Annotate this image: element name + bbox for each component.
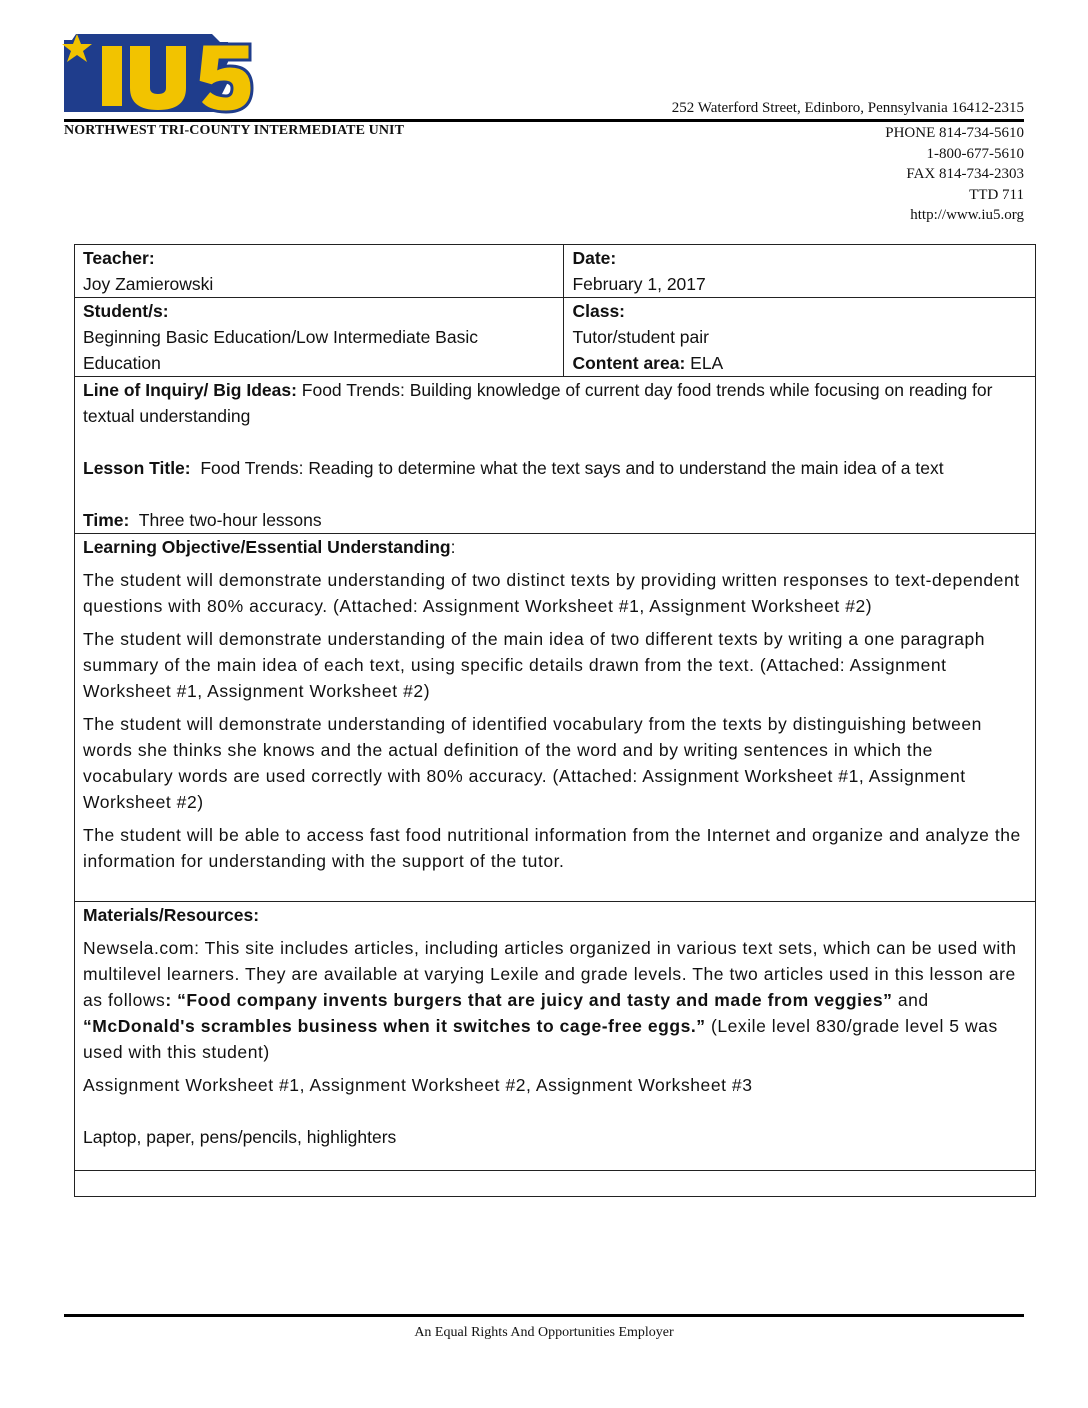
- worksheets-list: Assignment Worksheet #1, Assignment Worksheet #2, Assignment Worksheet #3: [83, 1075, 753, 1095]
- class-label: Class:: [572, 301, 626, 321]
- toll-free-number: 1-800-677-5610: [926, 145, 1024, 162]
- objectives-label: Learning Objective/Essential Understanding: [83, 537, 451, 557]
- article-1-title: : “Food company invents burgers that are juicy and tasty and made from veggies”: [165, 990, 893, 1010]
- content-area-line: [572, 350, 1027, 376]
- date-label: Date:: [572, 248, 617, 268]
- date-cell: [564, 245, 1036, 298]
- fax-number: FAX 814-734-2303: [906, 166, 1024, 182]
- teacher-cell: [75, 245, 564, 298]
- materials-row: [75, 902, 1036, 1171]
- empty-row: [75, 1171, 1036, 1197]
- students-value: Beginning Basic Education/Low Intermediate Basic Education: [83, 327, 478, 373]
- phone-number: PHONE 814-734-5610: [885, 125, 1024, 141]
- spacer: [83, 429, 1027, 455]
- inquiry-cell: [75, 377, 1036, 534]
- objectives-colon: :: [450, 537, 456, 557]
- time-text: Three two-hour lessons: [138, 510, 322, 530]
- date-value: February 1, 2017: [572, 274, 706, 294]
- website-link[interactable]: http://www.iu5.org: [910, 207, 1024, 223]
- objectives-row: [75, 534, 1036, 902]
- address-line: 252 Waterford Street, Edinboro, Pennsylvania 16412-2315: [671, 100, 1024, 116]
- logo-graphic: [62, 30, 254, 114]
- newsela-intro: Newsela.com: This site includes articles, including articles organized in various text sets, which can be used with multilevel learners. They are available at varying Lexile and grade levels. The two articles used in this lesson are as follows: [83, 938, 1017, 1010]
- line-of-inquiry: [83, 377, 1027, 429]
- content-area-value: ELA: [690, 353, 724, 373]
- teacher-label: Teacher:: [83, 248, 155, 268]
- teacher-date-row: [75, 245, 1036, 298]
- students-class-row: [75, 298, 1036, 377]
- students-cell: [75, 298, 564, 377]
- article-connector: and: [892, 990, 929, 1010]
- article-2-title: “McDonald's scrambles business when it switches to cage-free eggs.”: [83, 1016, 706, 1036]
- spacer: [83, 1098, 1027, 1124]
- lesson-title: [83, 455, 1027, 481]
- inquiry-label: Line of Inquiry/ Big Ideas:: [83, 380, 297, 400]
- inquiry-text: Food Trends: Building knowledge of current day food trends while focusing on reading for textual understanding: [83, 380, 993, 426]
- header-rule: [64, 119, 1024, 122]
- objectives-heading: [83, 534, 1027, 560]
- newsela-paragraph: [83, 935, 1027, 1065]
- lesson-title-text: Food Trends: Reading to determine what the text says and to understand the main idea of a text: [200, 458, 944, 478]
- ttd-number: TTD 711: [969, 186, 1024, 203]
- materials-cell: [75, 902, 1036, 1171]
- lesson-title-label: Lesson Title:: [83, 458, 191, 478]
- class-value: Tutor/student pair: [572, 327, 709, 347]
- content-area-label: Content area:: [572, 353, 686, 373]
- objective-item: The student will demonstrate understanding of identified vocabulary from the texts by distinguishing between words she thinks she knows and the actual definition of the word and by writing sentences in which the vocabulary words are used correctly with 80% accuracy. (Attached: Assignment Worksheet #1, Assignment Worksheet #2): [83, 714, 982, 812]
- objectives-cell: [75, 534, 1036, 902]
- materials-label: Materials/Resources:: [83, 905, 260, 925]
- objective-item: The student will be able to access fast food nutritional information from the Internet and organize and analyze the information for understanding with the support of the tutor.: [83, 825, 1021, 871]
- lesson-plan-table: [74, 244, 1036, 1197]
- supplies-list: Laptop, paper, pens/pencils, highlighters: [83, 1127, 397, 1147]
- organization-name: NORTHWEST TRI-COUNTY INTERMEDIATE UNIT: [64, 123, 405, 138]
- class-cell: [564, 298, 1036, 377]
- empty-cell: [75, 1171, 1036, 1197]
- spacer: [83, 481, 1027, 507]
- teacher-value: Joy Zamierowski: [83, 274, 214, 294]
- footer-text: An Equal Rights And Opportunities Employer: [414, 1325, 674, 1340]
- lesson-time: [83, 507, 1027, 533]
- objective-item: The student will demonstrate understanding of two distinct texts by providing written responses to text-dependent questions with 80% accuracy. (Attached: Assignment Worksheet #1, Assignment Worksheet #2): [83, 570, 1020, 616]
- contact-block: [885, 123, 1024, 226]
- inquiry-row: [75, 377, 1036, 534]
- students-label: Student/s:: [83, 301, 169, 321]
- footer-rule: [64, 1314, 1024, 1317]
- iu5-logo: [62, 30, 254, 114]
- lexile-note: (Lexile level 830/grade level 5 was used with this student): [83, 1016, 998, 1062]
- time-label: Time:: [83, 510, 130, 530]
- objective-item: The student will demonstrate understanding of the main idea of two different texts by writing a one paragraph summary of the main idea of each text, using specific details drawn from the text. (Attached: Assignment Worksheet #1, Assignment Worksheet #2): [83, 629, 986, 701]
